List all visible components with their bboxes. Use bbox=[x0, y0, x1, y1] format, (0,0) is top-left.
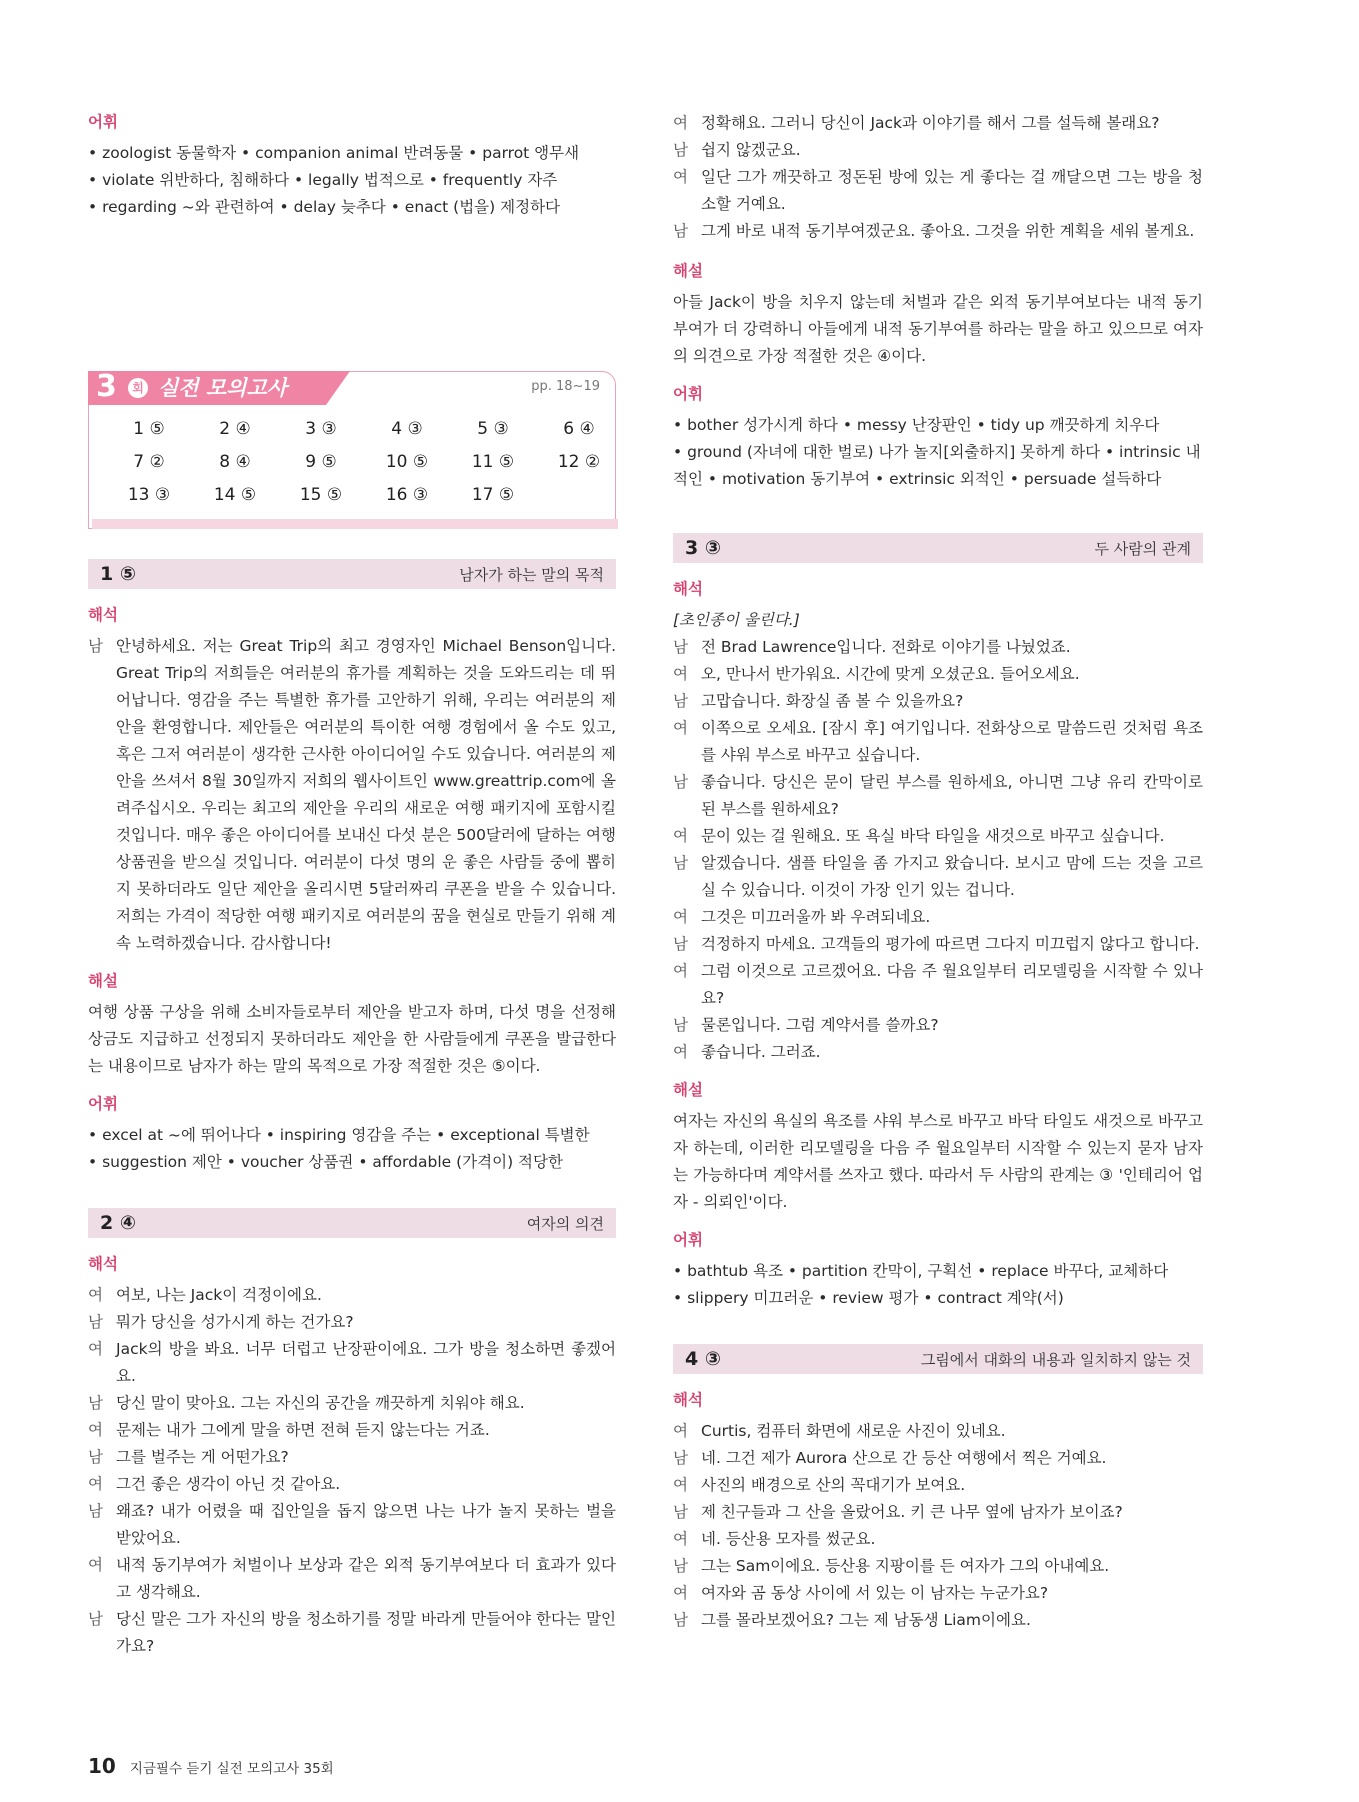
utterance: 여보, 나는 Jack이 걱정이에요. bbox=[116, 1286, 322, 1304]
speaker: 남 bbox=[673, 638, 688, 656]
vocab-label: 어휘 bbox=[673, 1231, 703, 1249]
answer-cell: 17 ⑤ bbox=[471, 485, 515, 505]
dialogue-line bbox=[673, 1580, 1203, 1607]
q1-vocab bbox=[88, 1092, 616, 1176]
utterance: 그를 몰라보겠어요? 그는 제 남동생 Liam이에요. bbox=[701, 1611, 1031, 1629]
utterance: 그럼 이것으로 고르겠어요. 다음 주 월요일부터 리모델링을 시작할 수 있나요? bbox=[701, 962, 1203, 1007]
utterance: 내적 동기부여가 처벌이나 보상과 같은 외적 동기부여보다 더 효과가 있다고 생각해요. bbox=[116, 1556, 616, 1601]
dialogue-line bbox=[673, 823, 1203, 850]
answer-cell: 14 ⑤ bbox=[213, 485, 257, 505]
dialogue-line bbox=[88, 1309, 616, 1336]
speaker: 남 bbox=[673, 1016, 688, 1034]
utterance: 그는 Sam이에요. 등산용 지팡이를 든 여자가 그의 아내예요. bbox=[701, 1557, 1110, 1575]
q2-script-continued bbox=[673, 110, 1203, 245]
dialogue-line bbox=[673, 110, 1203, 137]
speaker: 남 bbox=[88, 1610, 103, 1628]
vocab-line: • slippery 미끄러운 • review 평가 • contract 계약(서) bbox=[673, 1289, 1064, 1307]
dialogue-line bbox=[88, 1552, 616, 1606]
utterance: 전 Brad Lawrence입니다. 전화로 이야기를 나눴었죠. bbox=[701, 638, 1071, 656]
answer-cell: 4 ③ bbox=[391, 419, 423, 439]
question-topic: 두 사람의 관계 bbox=[1094, 539, 1191, 558]
explanation-label: 해설 bbox=[88, 972, 118, 990]
speaker: 남 bbox=[673, 854, 688, 872]
answer-cell: 7 ② bbox=[133, 452, 165, 472]
explanation-text: 여행 상품 구상을 위해 소비자들로부터 제안을 받고자 하며, 다섯 명을 선정해 상금도 지급하고 선정되지 못하더라도 제안을 한 사람들에게 쿠폰을 발급한다는 내용이므로 남자가 하는 말의 목적으로 가장 적절한 것은 ⑤이다. bbox=[88, 1003, 616, 1075]
speaker: 남 bbox=[673, 935, 688, 953]
dialogue-line bbox=[673, 769, 1203, 823]
utterance: 고맙습니다. 화장실 좀 볼 수 있을까요? bbox=[701, 692, 964, 710]
answer-cell: 13 ③ bbox=[127, 485, 171, 505]
vocab-line: • suggestion 제안 • voucher 상품권 • affordable (가격이) 적당한 bbox=[88, 1153, 563, 1171]
speaker: 여 bbox=[88, 1556, 103, 1574]
speaker: 남 bbox=[673, 1557, 688, 1575]
speaker: 여 bbox=[88, 1286, 103, 1304]
utterance: 제 친구들과 그 산을 올랐어요. 키 큰 나무 옆에 남자가 보이죠? bbox=[701, 1503, 1123, 1521]
round-unit: 회 bbox=[128, 378, 148, 398]
speaker: 여 bbox=[673, 719, 688, 737]
q2-script bbox=[88, 1252, 616, 1660]
script-label: 해석 bbox=[673, 580, 703, 598]
utterance: 이쪽으로 오세요. [잠시 후] 여기입니다. 전화상으로 말씀드린 것처럼 욕조를 샤워 부스로 바꾸고 싶습니다. bbox=[701, 719, 1203, 764]
q1-explanation bbox=[88, 969, 616, 1080]
utterance: 뭐가 당신을 성가시게 하는 건가요? bbox=[116, 1313, 354, 1331]
speaker: 남 bbox=[673, 141, 688, 159]
round-number: 3 bbox=[96, 369, 117, 404]
explanation-text: 아들 Jack이 방을 치우지 않는데 처벌과 같은 외적 동기부여보다는 내적 동기부여가 더 강력하니 아들에게 내적 동기부여를 하라는 말을 하고 있으므로 여자의 의견으로 가장 적절한 것은 ④이다. bbox=[673, 293, 1203, 365]
vocab-label: 어휘 bbox=[673, 385, 703, 403]
speaker: 남 bbox=[673, 1503, 688, 1521]
speaker: 여 bbox=[673, 665, 688, 683]
speaker: 남 bbox=[673, 773, 688, 791]
dialogue-line bbox=[88, 633, 616, 957]
question-number: 1 ⑤ bbox=[100, 563, 136, 585]
explanation-label: 해설 bbox=[673, 262, 703, 280]
page-range: pp. 18~19 bbox=[531, 379, 600, 394]
speaker: 남 bbox=[88, 1394, 103, 1412]
dialogue-line bbox=[673, 850, 1203, 904]
vocab-label: 어휘 bbox=[88, 113, 118, 131]
utterance: 당신 말이 맞아요. 그는 자신의 공간을 깨끗하게 치워야 해요. bbox=[116, 1394, 525, 1412]
speaker: 여 bbox=[673, 114, 688, 132]
question-topic: 남자가 하는 말의 목적 bbox=[459, 565, 604, 584]
utterance: 문제는 내가 그에게 말을 하면 전혀 듣지 않는다는 거죠. bbox=[116, 1421, 490, 1439]
answer-cell: 1 ⑤ bbox=[133, 419, 165, 439]
speaker: 여 bbox=[673, 168, 688, 186]
utterance: 알겠습니다. 샘플 타일을 좀 가지고 왔습니다. 보시고 맘에 드는 것을 고르실 수 있습니다. 이것이 가장 인기 있는 겁니다. bbox=[701, 854, 1203, 899]
page-number: 10 bbox=[88, 1754, 116, 1778]
utterance: 걱정하지 마세요. 고객들의 평가에 따르면 그다지 미끄럽지 않다고 합니다. bbox=[701, 935, 1200, 953]
dialogue-line bbox=[673, 931, 1203, 958]
dialogue-line bbox=[673, 1012, 1203, 1039]
speaker: 여 bbox=[88, 1421, 103, 1439]
dialogue-line bbox=[673, 1553, 1203, 1580]
q2-vocab bbox=[673, 382, 1203, 493]
vocab-line: • bathtub 욕조 • partition 칸막이, 구획선 • replace 바꾸다, 교체하다 bbox=[673, 1262, 1169, 1280]
answer-grid bbox=[106, 415, 606, 509]
explanation-text: 여자는 자신의 욕실의 욕조를 샤워 부스로 바꾸고 바닥 타일도 새것으로 바꾸고자 하는데, 이러한 리모델링을 다음 주 월요일부터 시작할 수 있는지 묻자 남자는 가능하다며 계약서를 쓰자고 했다. 따라서 두 사람의 관계는 ③ '인테리어 업자 - 의뢰인'이다. bbox=[673, 1112, 1203, 1211]
utterance: Curtis, 컴퓨터 화면에 새로운 사진이 있네요. bbox=[701, 1422, 1006, 1440]
utterance: 사진의 배경으로 산의 꼭대기가 보여요. bbox=[701, 1476, 966, 1494]
dialogue-line bbox=[88, 1417, 616, 1444]
dialogue-line bbox=[88, 1498, 616, 1552]
dialogue-line bbox=[673, 1445, 1203, 1472]
round-title: 실전 모의고사 bbox=[158, 376, 288, 400]
q2-explanation bbox=[673, 259, 1203, 370]
speaker: 남 bbox=[673, 1449, 688, 1467]
book-title: 지금필수 듣기 실전 모의고사 35회 bbox=[129, 1761, 334, 1777]
page-footer bbox=[88, 1754, 334, 1778]
question-header-4 bbox=[673, 1344, 1203, 1374]
dialogue-line bbox=[88, 1606, 616, 1660]
q4-script bbox=[673, 1388, 1203, 1634]
vocab-line: • ground (자녀에 대한 벌로) 나가 놀지[외출하지] 못하게 하다 • intrinsic 내적인 • motivation 동기부여 • extrinsic 외적인 • persuade 설득하다 bbox=[673, 443, 1201, 488]
vocab-label: 어휘 bbox=[88, 1095, 118, 1113]
speaker: 남 bbox=[88, 1448, 103, 1466]
utterance: 정확해요. 그러니 당신이 Jack과 이야기를 해서 그를 설득해 볼래요? bbox=[701, 114, 1160, 132]
answer-cell: 6 ④ bbox=[563, 419, 595, 439]
vocab-line: • excel at ~에 뛰어나다 • inspiring 영감을 주는 • exceptional 특별한 bbox=[88, 1126, 590, 1144]
speaker: 남 bbox=[88, 637, 103, 655]
dialogue-line bbox=[673, 1526, 1203, 1553]
utterance: 물론입니다. 그럼 계약서를 쓸까요? bbox=[701, 1016, 939, 1034]
dialogue-line bbox=[673, 1607, 1203, 1634]
q3-vocab bbox=[673, 1228, 1203, 1312]
utterance: 그것은 미끄러울까 봐 우려되네요. bbox=[701, 908, 931, 926]
utterance: 그게 바로 내적 동기부여겠군요. 좋아요. 그것을 위한 계획을 세워 볼게요. bbox=[701, 222, 1195, 240]
speaker: 남 bbox=[673, 1611, 688, 1629]
question-number: 4 ③ bbox=[685, 1348, 721, 1370]
dialogue-line bbox=[673, 634, 1203, 661]
answer-cell: 10 ⑤ bbox=[385, 452, 429, 472]
question-header-1 bbox=[88, 559, 616, 589]
speaker: 여 bbox=[673, 908, 688, 926]
answer-cell: 5 ③ bbox=[477, 419, 509, 439]
question-topic: 그림에서 대화의 내용과 일치하지 않는 것 bbox=[920, 1350, 1191, 1369]
utterance: 네. 그건 제가 Aurora 산으로 간 등산 여행에서 찍은 거예요. bbox=[701, 1449, 1107, 1467]
speaker: 여 bbox=[673, 1043, 688, 1061]
q3-explanation bbox=[673, 1078, 1203, 1216]
dialogue-line bbox=[88, 1282, 616, 1309]
utterance: 오, 만나서 반가워요. 시간에 맞게 오셨군요. 들어오세요. bbox=[701, 665, 1080, 683]
answer-cell: 11 ⑤ bbox=[471, 452, 515, 472]
explanation-label: 해설 bbox=[673, 1081, 703, 1099]
script-label: 해석 bbox=[88, 1255, 118, 1273]
vocab-line: • violate 위반하다, 침해하다 • legally 법적으로 • frequently 자주 bbox=[88, 171, 558, 189]
answer-cell: 16 ③ bbox=[385, 485, 429, 505]
speaker: 여 bbox=[673, 1476, 688, 1494]
speaker: 남 bbox=[88, 1313, 103, 1331]
speaker: 여 bbox=[88, 1340, 103, 1358]
vocab-line: • regarding ~와 관련하여 • delay 늦추다 • enact (법을) 제정하다 bbox=[88, 198, 561, 216]
utterance: 안녕하세요. 저는 Great Trip의 최고 경영자인 Michael Benson입니다. Great Trip의 저희들은 여러분의 휴가를 계획하는 것을 도와드리는 데 뛰어납니다. 영감을 주는 특별한 휴가를 고안하기 위해, 우리는 여러분의 제안을 환영합니다. 제안들은 여러분의 특이한 여행 경험에서 올 수도 있고, 혹은 그저 여러분이 생각한 근사한 아이디어일 수도 있습니다. 여러분의 제안을 쓰셔서 8월 30일까지 저희의 웹사이트인 www.greattrip.com에 올려주십시오. 우리는 최고의 제안을 우리의 새로운 여행 패키지에 포함시킬 것입니다. 매우 좋은 아이디어를 보내신 다섯 분은 500달러에 달하는 여행 상품권을 받으실 것입니다. 여러분이 다섯 명의 운 좋은 사람들 중에 뽑히지 못하더라도 일단 제안을 올리시면 5달러짜리 쿠폰을 받을 수 있습니다. 저희는 가격이 적당한 여행 패키지로 여러분의 꿈을 현실로 만들기 위해 계속 노력하겠습니다. 감사합니다! bbox=[116, 637, 616, 952]
answer-cell: 2 ④ bbox=[219, 419, 251, 439]
utterance: 일단 그가 깨끗하고 정돈된 방에 있는 게 좋다는 걸 깨달으면 그는 방을 청소할 거예요. bbox=[701, 168, 1203, 213]
answer-cell: 12 ② bbox=[557, 452, 601, 472]
vocab-line: • zoologist 동물학자 • companion animal 반려동물 • parrot 앵무새 bbox=[88, 144, 580, 162]
dialogue-line bbox=[673, 164, 1203, 218]
utterance: Jack의 방을 봐요. 너무 더럽고 난장판이에요. 그가 방을 청소하면 좋겠어요. bbox=[116, 1340, 616, 1385]
dialogue-line bbox=[673, 715, 1203, 769]
dialogue-line bbox=[88, 1390, 616, 1417]
question-topic: 여자의 의견 bbox=[526, 1214, 604, 1233]
dialogue-line bbox=[88, 1444, 616, 1471]
speaker: 여 bbox=[673, 1530, 688, 1548]
utterance: 당신 말은 그가 자신의 방을 청소하기를 정말 바라게 만들어야 한다는 말인가요? bbox=[116, 1610, 616, 1655]
answer-cell: 15 ⑤ bbox=[299, 485, 343, 505]
utterance: 좋습니다. 당신은 문이 달린 부스를 원하세요, 아니면 그냥 유리 칸막이로 된 부스를 원하세요? bbox=[701, 773, 1203, 818]
utterance: 네. 등산용 모자를 썼군요. bbox=[701, 1530, 876, 1548]
dialogue-line bbox=[88, 1336, 616, 1390]
script-label: 해석 bbox=[88, 606, 118, 624]
q3-script bbox=[673, 577, 1203, 1066]
left-column bbox=[88, 110, 616, 1680]
dialogue-line bbox=[673, 218, 1203, 245]
stage-direction: [초인종이 울린다.] bbox=[673, 611, 800, 629]
speaker: 여 bbox=[673, 827, 688, 845]
question-header-2 bbox=[88, 1208, 616, 1238]
answer-key-box bbox=[88, 371, 616, 529]
question-number: 3 ③ bbox=[685, 537, 721, 559]
dialogue-line bbox=[673, 904, 1203, 931]
answer-cell: 3 ③ bbox=[305, 419, 337, 439]
vocab-line: • bother 성가시게 하다 • messy 난장판인 • tidy up 깨끗하게 치우다 bbox=[673, 416, 1160, 434]
speaker: 남 bbox=[673, 692, 688, 710]
speaker: 여 bbox=[673, 1422, 688, 1440]
answer-cell: 8 ④ bbox=[219, 452, 251, 472]
speaker: 여 bbox=[88, 1475, 103, 1493]
dialogue-line bbox=[673, 1039, 1203, 1066]
question-number: 2 ④ bbox=[100, 1212, 136, 1234]
speaker: 여 bbox=[673, 1584, 688, 1602]
answer-cell: 9 ⑤ bbox=[305, 452, 337, 472]
dialogue-line bbox=[673, 137, 1203, 164]
dialogue-line bbox=[673, 958, 1203, 1012]
dialogue-line bbox=[673, 1418, 1203, 1445]
speaker: 남 bbox=[88, 1502, 103, 1520]
dialogue-line bbox=[673, 688, 1203, 715]
utterance: 좋습니다. 그러죠. bbox=[701, 1043, 821, 1061]
question-header-3 bbox=[673, 533, 1203, 563]
vocab-block-top bbox=[88, 110, 616, 221]
utterance: 문이 있는 걸 원해요. 또 욕실 바닥 타일을 새것으로 바꾸고 싶습니다. bbox=[701, 827, 1165, 845]
speaker: 여 bbox=[673, 962, 688, 980]
q1-script bbox=[88, 603, 616, 957]
utterance: 왜죠? 내가 어렸을 때 집안일을 돕지 않으면 나는 나가 놀지 못하는 벌을 받았어요. bbox=[116, 1502, 616, 1547]
dialogue-line bbox=[88, 1471, 616, 1498]
dialogue-line bbox=[673, 1499, 1203, 1526]
script-label: 해석 bbox=[673, 1391, 703, 1409]
dialogue-line bbox=[673, 661, 1203, 688]
utterance: 그를 벌주는 게 어떤가요? bbox=[116, 1448, 289, 1466]
utterance: 여자와 곰 동상 사이에 서 있는 이 남자는 누군가요? bbox=[701, 1584, 1049, 1602]
dialogue-line bbox=[673, 1472, 1203, 1499]
utterance: 쉽지 않겠군요. bbox=[701, 141, 801, 159]
speaker: 남 bbox=[673, 222, 688, 240]
utterance: 그건 좋은 생각이 아닌 것 같아요. bbox=[116, 1475, 341, 1493]
right-column bbox=[673, 110, 1203, 1654]
